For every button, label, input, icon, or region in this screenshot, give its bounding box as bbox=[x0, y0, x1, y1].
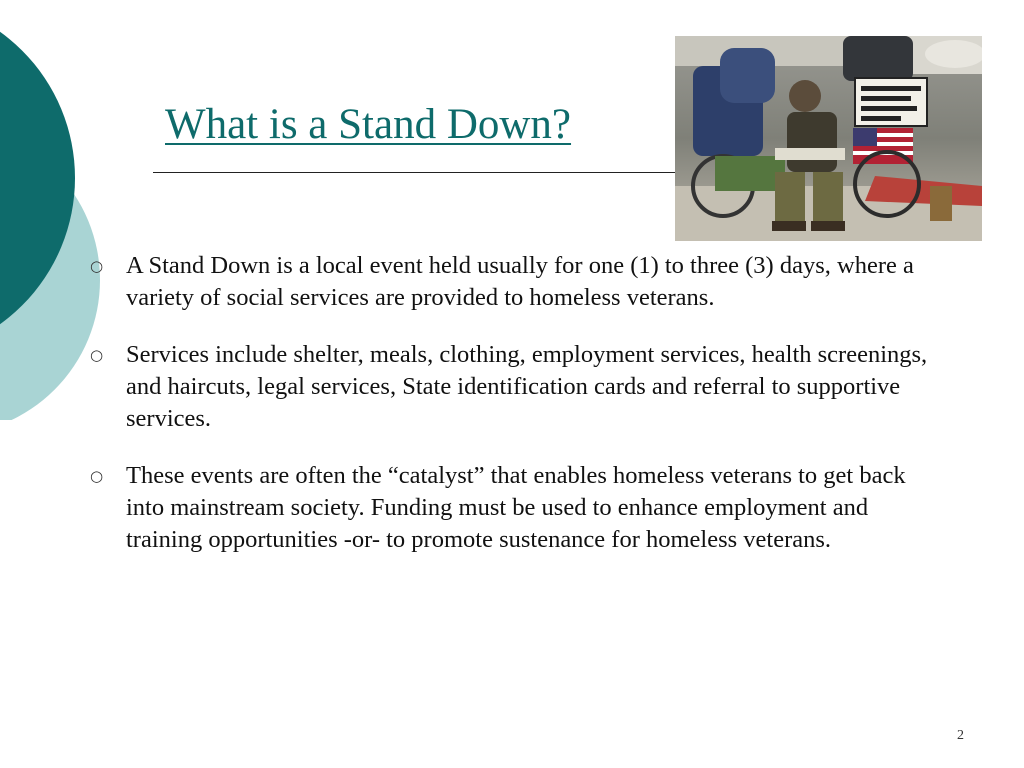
bullet-text: A Stand Down is a local event held usually for one (1) to three (3) days, where a variety of social services are provided to homeless veterans. bbox=[126, 252, 914, 311]
page-number: 2 bbox=[957, 728, 964, 743]
slide-title: What is a Stand Down? bbox=[165, 101, 572, 148]
bullet-item bbox=[90, 250, 940, 314]
bullet-item bbox=[90, 339, 940, 435]
bullet-item bbox=[90, 460, 940, 556]
bullet-text: These events are often the “catalyst” that enables homeless veterans to get back into mainstream society. Funding must be used to enhance employment and training opportunities -or- to promote sustenance for homeless veterans. bbox=[126, 462, 906, 553]
hollow-circle-bullet-icon: ○ bbox=[90, 467, 104, 485]
hollow-circle-bullet-icon: ○ bbox=[90, 257, 104, 275]
homeless-veteran-photo bbox=[675, 36, 982, 241]
bullet-text: Services include shelter, meals, clothing, employment services, health screenings, and haircuts, legal services, State identification cards and referral to supportive services. bbox=[126, 341, 928, 432]
hollow-circle-bullet-icon: ○ bbox=[90, 346, 104, 364]
title-divider bbox=[153, 172, 681, 173]
bullet-list bbox=[90, 250, 940, 581]
